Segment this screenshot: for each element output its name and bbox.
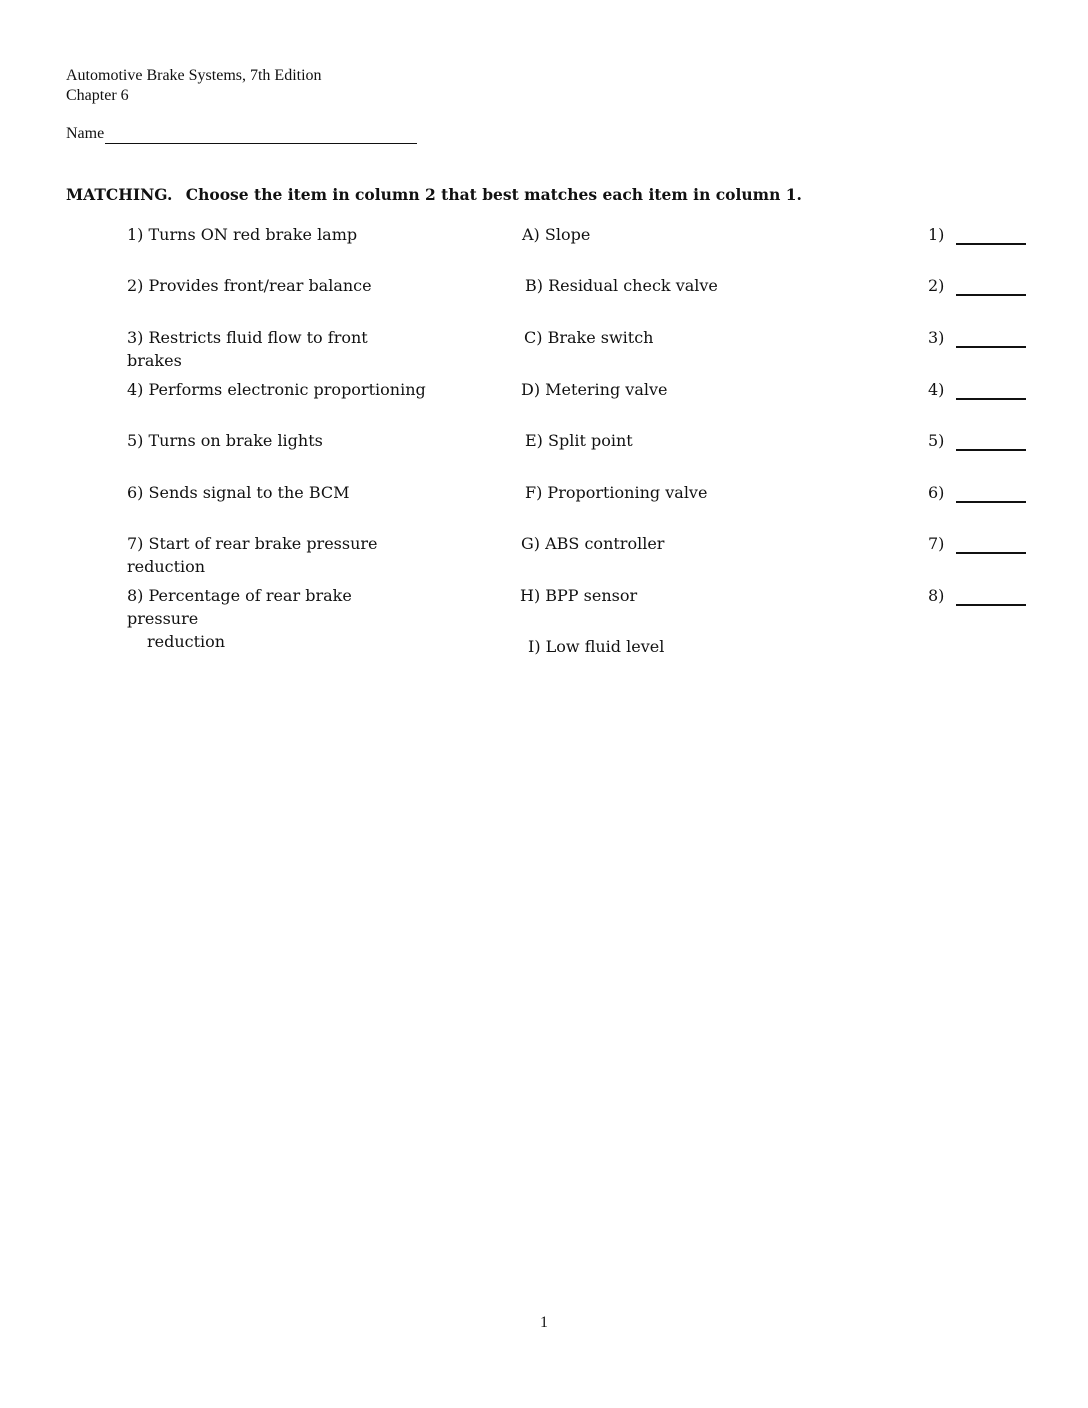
column2-item: H) BPP sensor (520, 586, 638, 605)
answer-blank[interactable] (956, 398, 1026, 400)
answer-number: 8) (928, 586, 945, 605)
column2-item: B) Residual check valve (525, 276, 718, 295)
column1-item-text: 8) Percentage of rear brake pressure (127, 586, 352, 628)
column1-item: 2) Provides front/rear balance (127, 276, 372, 295)
name-field[interactable] (105, 125, 417, 144)
answer-number: 7) (928, 534, 945, 553)
instructions-lead: MATCHING. (66, 185, 173, 204)
answer-number: 6) (928, 483, 945, 502)
answer-number: 3) (928, 328, 945, 347)
answer-blank[interactable] (956, 346, 1026, 348)
column1-item: 3) Restricts fluid flow to front brakes (127, 328, 368, 370)
column1-item: 6) Sends signal to the BCM (127, 483, 350, 502)
name-row (66, 124, 417, 144)
column1-item: 4) Performs electronic proportioning (127, 380, 426, 399)
answer-blank[interactable] (956, 243, 1026, 245)
page-number: 1 (540, 1314, 548, 1331)
column2-item: E) Split point (525, 431, 633, 450)
chapter-label: Chapter 6 (66, 87, 129, 104)
answer-blank[interactable] (956, 604, 1026, 606)
column1-item: 7) Start of rear brake pressure reduction (127, 534, 378, 576)
answer-number: 5) (928, 431, 945, 450)
column2-item: G) ABS controller (521, 534, 665, 553)
name-label: Name (66, 125, 105, 142)
instructions-text: Choose the item in column 2 that best matches each item in column 1. (185, 185, 802, 204)
column1-item: 5) Turns on brake lights (127, 431, 323, 450)
column2-item: F) Proportioning valve (525, 483, 708, 502)
column2-item: D) Metering valve (521, 380, 668, 399)
column1-item-continuation: reduction (147, 632, 226, 651)
answer-blank[interactable] (956, 501, 1026, 503)
column2-item: C) Brake switch (524, 328, 654, 347)
column2-item: I) Low fluid level (528, 637, 665, 656)
column2-item: A) Slope (522, 225, 591, 244)
answer-number: 2) (928, 276, 945, 295)
answer-number: 4) (928, 380, 945, 399)
answer-blank[interactable] (956, 294, 1026, 296)
matching-instructions (66, 184, 802, 206)
answer-blank[interactable] (956, 449, 1026, 451)
book-title: Automotive Brake Systems, 7th Edition (66, 67, 322, 84)
column1-item (127, 584, 427, 653)
answer-number: 1) (928, 225, 945, 244)
answer-blank[interactable] (956, 552, 1026, 554)
column1-item: 1) Turns ON red brake lamp (127, 225, 358, 244)
